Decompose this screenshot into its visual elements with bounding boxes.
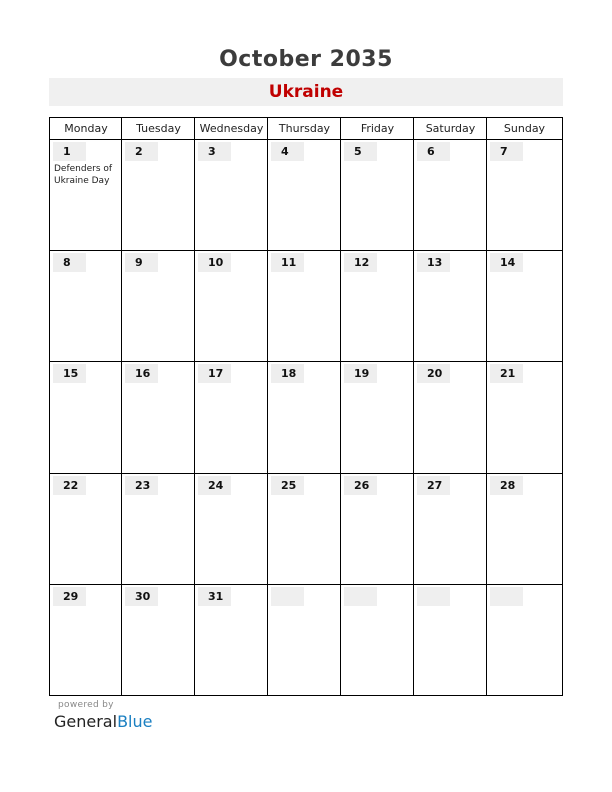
day-number: 7 — [490, 142, 523, 161]
day-number: 6 — [417, 142, 450, 161]
brand-general-text: General — [54, 712, 118, 731]
day-number: 8 — [53, 253, 86, 272]
weekday-header-friday: Friday — [360, 122, 395, 135]
weekday-header-thursday: Thursday — [278, 122, 331, 135]
day-cell-14[interactable] — [487, 251, 562, 361]
day-number: 9 — [125, 253, 158, 272]
empty-day-cell[interactable] — [487, 585, 562, 695]
day-number: 30 — [125, 587, 158, 606]
day-cell-29[interactable] — [50, 585, 122, 695]
day-number: 28 — [490, 476, 523, 495]
day-number: 1 — [53, 142, 86, 161]
day-cell-15[interactable] — [50, 362, 122, 472]
day-number: 3 — [198, 142, 231, 161]
day-cell-17[interactable] — [195, 362, 268, 472]
day-number — [417, 587, 450, 606]
calendar-title: October 2035 — [219, 47, 393, 72]
day-number: 2 — [125, 142, 158, 161]
day-number: 13 — [417, 253, 450, 272]
powered-by-label: powered by — [58, 700, 114, 710]
day-cell-16[interactable] — [122, 362, 195, 472]
generalblue-logo[interactable] — [54, 712, 152, 731]
day-number: 25 — [271, 476, 304, 495]
day-number: 22 — [53, 476, 86, 495]
day-cell-2[interactable] — [122, 140, 195, 250]
calendar-grid — [49, 117, 563, 696]
day-number — [271, 587, 304, 606]
day-cell-25[interactable] — [268, 474, 341, 584]
day-number — [490, 587, 523, 606]
day-cell-21[interactable] — [487, 362, 562, 472]
day-cell-9[interactable] — [122, 251, 195, 361]
day-cell-23[interactable] — [122, 474, 195, 584]
day-cell-10[interactable] — [195, 251, 268, 361]
day-cell-28[interactable] — [487, 474, 562, 584]
day-number: 24 — [198, 476, 231, 495]
weekday-header-monday: Monday — [64, 122, 108, 135]
day-cell-24[interactable] — [195, 474, 268, 584]
day-number: 20 — [417, 364, 450, 383]
day-number: 12 — [344, 253, 377, 272]
holiday-label: Defenders of Ukraine Day — [54, 164, 113, 186]
day-cell-30[interactable] — [122, 585, 195, 695]
day-number: 5 — [344, 142, 377, 161]
day-number: 19 — [344, 364, 377, 383]
day-cell-12[interactable] — [341, 251, 414, 361]
weekday-header-saturday: Saturday — [425, 122, 476, 135]
country-banner: Ukraine — [49, 78, 563, 106]
empty-day-cell[interactable] — [268, 585, 341, 695]
day-cell-1[interactable] — [50, 140, 122, 250]
brand-blue-text: Blue — [117, 712, 153, 731]
day-number: 11 — [271, 253, 304, 272]
day-number: 14 — [490, 253, 523, 272]
weekday-header-wednesday: Wednesday — [199, 122, 264, 135]
day-cell-7[interactable] — [487, 140, 562, 250]
day-cell-20[interactable] — [414, 362, 487, 472]
day-cell-4[interactable] — [268, 140, 341, 250]
day-number: 23 — [125, 476, 158, 495]
day-number: 18 — [271, 364, 304, 383]
day-number: 4 — [271, 142, 304, 161]
day-cell-3[interactable] — [195, 140, 268, 250]
day-cell-6[interactable] — [414, 140, 487, 250]
day-cell-8[interactable] — [50, 251, 122, 361]
day-cell-18[interactable] — [268, 362, 341, 472]
day-number: 15 — [53, 364, 86, 383]
day-number: 29 — [53, 587, 86, 606]
day-cell-27[interactable] — [414, 474, 487, 584]
day-cell-13[interactable] — [414, 251, 487, 361]
day-number: 31 — [198, 587, 231, 606]
day-number: 17 — [198, 364, 231, 383]
day-cell-5[interactable] — [341, 140, 414, 250]
day-number: 27 — [417, 476, 450, 495]
day-cell-22[interactable] — [50, 474, 122, 584]
empty-day-cell[interactable] — [414, 585, 487, 695]
weekday-header-tuesday: Tuesday — [136, 122, 181, 135]
day-cell-19[interactable] — [341, 362, 414, 472]
day-cell-11[interactable] — [268, 251, 341, 361]
day-number: 16 — [125, 364, 158, 383]
empty-day-cell[interactable] — [341, 585, 414, 695]
weekday-header-sunday: Sunday — [503, 122, 546, 135]
day-number: 26 — [344, 476, 377, 495]
day-number: 21 — [490, 364, 523, 383]
day-cell-26[interactable] — [341, 474, 414, 584]
day-number — [344, 587, 377, 606]
day-cell-31[interactable] — [195, 585, 268, 695]
day-number: 10 — [198, 253, 231, 272]
